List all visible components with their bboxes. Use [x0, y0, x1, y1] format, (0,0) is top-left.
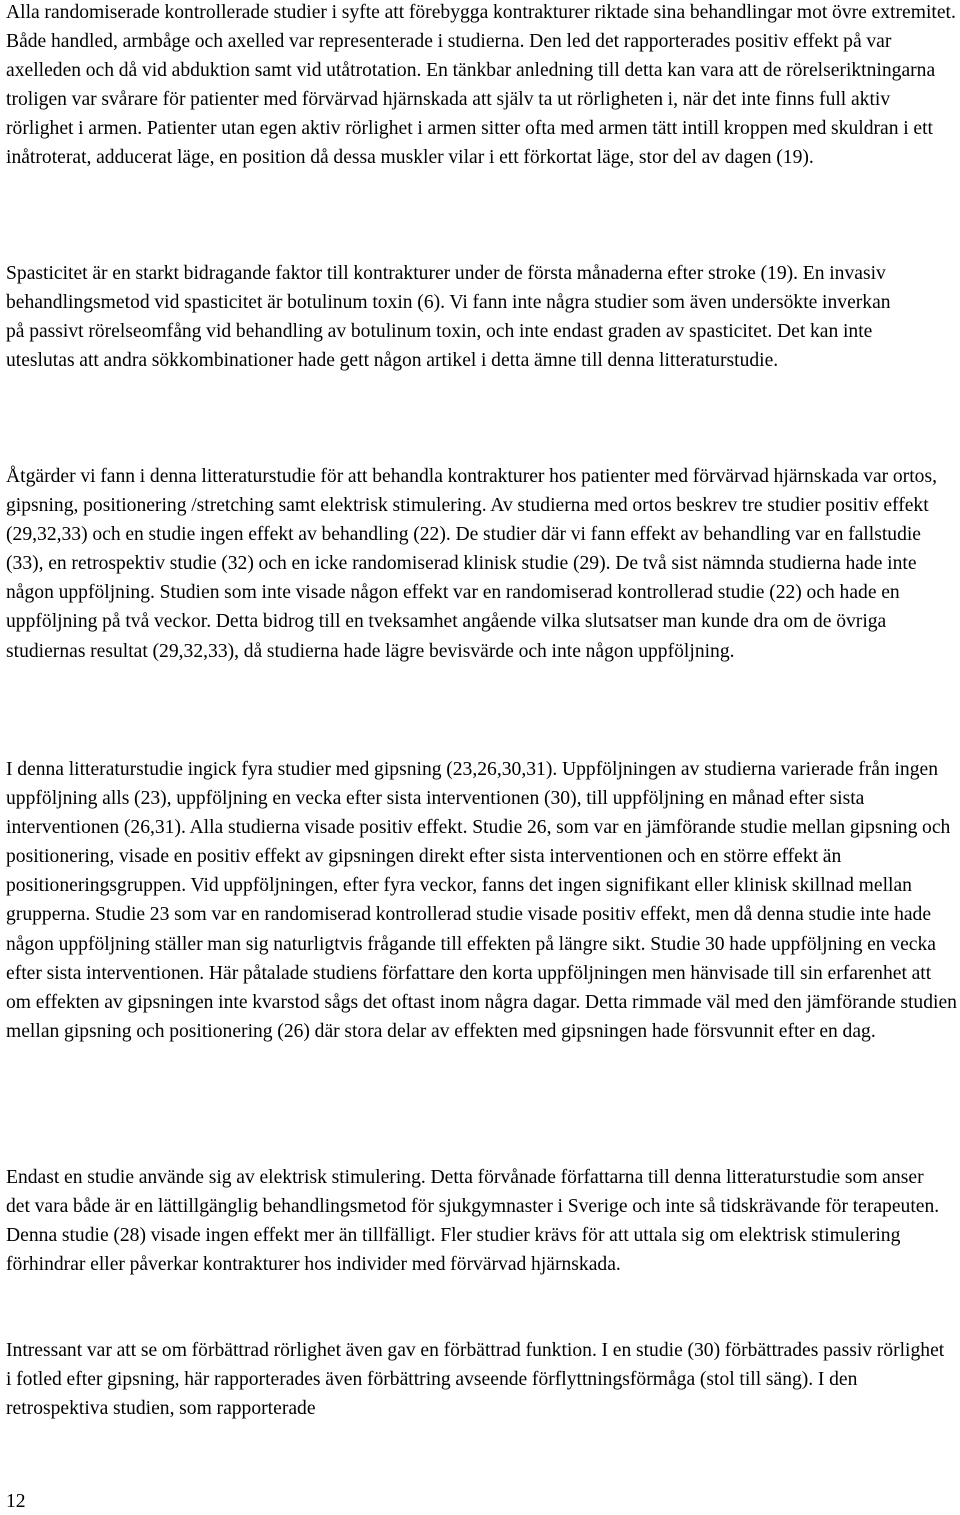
paragraph-casting: I denna litteraturstudie ingick fyra studier med gipsning (23,26,30,31). Uppföljningen av studierna varierade från ingen uppföljning alls (23), uppföljning en vecka efter sista interventionen (30), till uppföljning en månad efter sista interventionen (26,31). Alla studierna visade positiv effekt. Studie 26, som var en jämförande studie mellan gipsning och positionering, visade en positiv effekt av gipsningen direkt efter sista interventionen och en större effekt än positioneringsgruppen. Vid uppföljningen, efter fyra veckor, fanns det ingen signifikant eller klinisk skillnad mellan grupperna. Studie 23 som var en randomiserad kontrollerad studie visade positiv effekt, men då denna studie inte hade någon uppföljning ställer man sig naturligtvis frågande till effekten på längre sikt. Studie 30 hade uppföljning en vecka efter sista interventionen. Här påtalade studiens författare den korta uppföljningen men hänvisade till sin erfarenhet att om effekten av gipsningen inte kvarstod sågs det oftast inom några dagar. Detta rimmade väl med den jämförande studien mellan gipsning och positionering (26) där stora delar av effekten med gipsningen hade försvunnit efter en dag.: [6, 759, 957, 1042]
paragraph-orthosis: Åtgärder vi fann i denna litteraturstudie för att behandla kontrakturer hos patienter med förvärvad hjärnskada var ortos, gipsning, positionering /stretching samt elektrisk stimulering. Av studierna med ortos beskrev tre studier positiv effekt (29,32,33) och en studie ingen effekt av behandling (22). De studier där vi fann effekt av behandling var en fallstudie (33), en retrospektiv studie (32) och en icke randomiserad klinisk studie (29). De två sist nämnda studierna hade inte någon uppföljning. Studien som inte visade någon effekt var en randomiserad kontrollerad studie (22) och hade en uppföljning på två veckor. Detta bidrog till en tveksamhet angående vilka slutsatser man kunde dra om de övriga studiernas resultat (29,32,33), då studierna hade lägre bevisvärde och inte någon uppföljning.: [6, 466, 937, 662]
paragraph-function-improvement: Intressant var att se om förbättrad rörlighet även gav en förbättrad funktion. I en studie (30) förbättrades passiv rörlighet i fotled efter gipsning, här rapporterades även förbättring avseende förflyttningsförmåga (stol till säng). I den retrospektiva studien, som rapporterade: [6, 1340, 945, 1420]
paragraph-contracture-studies: Alla randomiserade kontrollerade studier i syfte att förebygga kontrakturer riktade sina behandlingar mot övre extremitet. Både handled, armbåge och axelled var representerade i studierna. Den led det rapporterades positiv effekt på var axelleden och då vid abduktion samt vid utåtrotation. En tänkbar anledning till detta kan vara att de rörelseriktningarna troligen var svårare för patienter med förvärvad hjärnskada att själv ta ut rörligheten i, när det inte finns full aktiv rörlighet i armen. Patienter utan egen aktiv rörlighet i armen sitter ofta med armen tätt intill kroppen med skuldran i ett inåtroterat, adducerat läge, en position då dessa muskler vilar i ett förkortat läge, stor del av dagen (19).: [6, 2, 956, 169]
paragraph-spasticity: Spasticitet är en starkt bidragande faktor till kontrakturer under de första månaderna efter stroke (19). En invasiv behandlingsmetod vid spasticitet är botulinum toxin (6). Vi fann inte några studier som även undersökte inverkan på passivt rörelseomfång vid behandling av botulinum toxin, och inte endast graden av spasticitet. Det kan inte uteslutas att andra sökkombinationer hade gett någon artikel i detta ämne till denna litteraturstudie.: [6, 263, 891, 372]
paragraph-electrical-stimulation: Endast en studie använde sig av elektrisk stimulering. Detta förvånade författarna till denna litteraturstudie som anser det vara både är en lättillgänglig behandlingsmetod för sjukgymnaster i Sverige och inte så tidskrävande för terapeuten. Denna studie (28) visade ingen effekt mer än tillfälligt. Fler studier krävs för att uttala sig om elektrisk stimulering förhindrar eller påverkar kontrakturer hos individer med förvärvad hjärnskada.: [6, 1167, 940, 1276]
page-number: 12: [6, 1491, 26, 1512]
